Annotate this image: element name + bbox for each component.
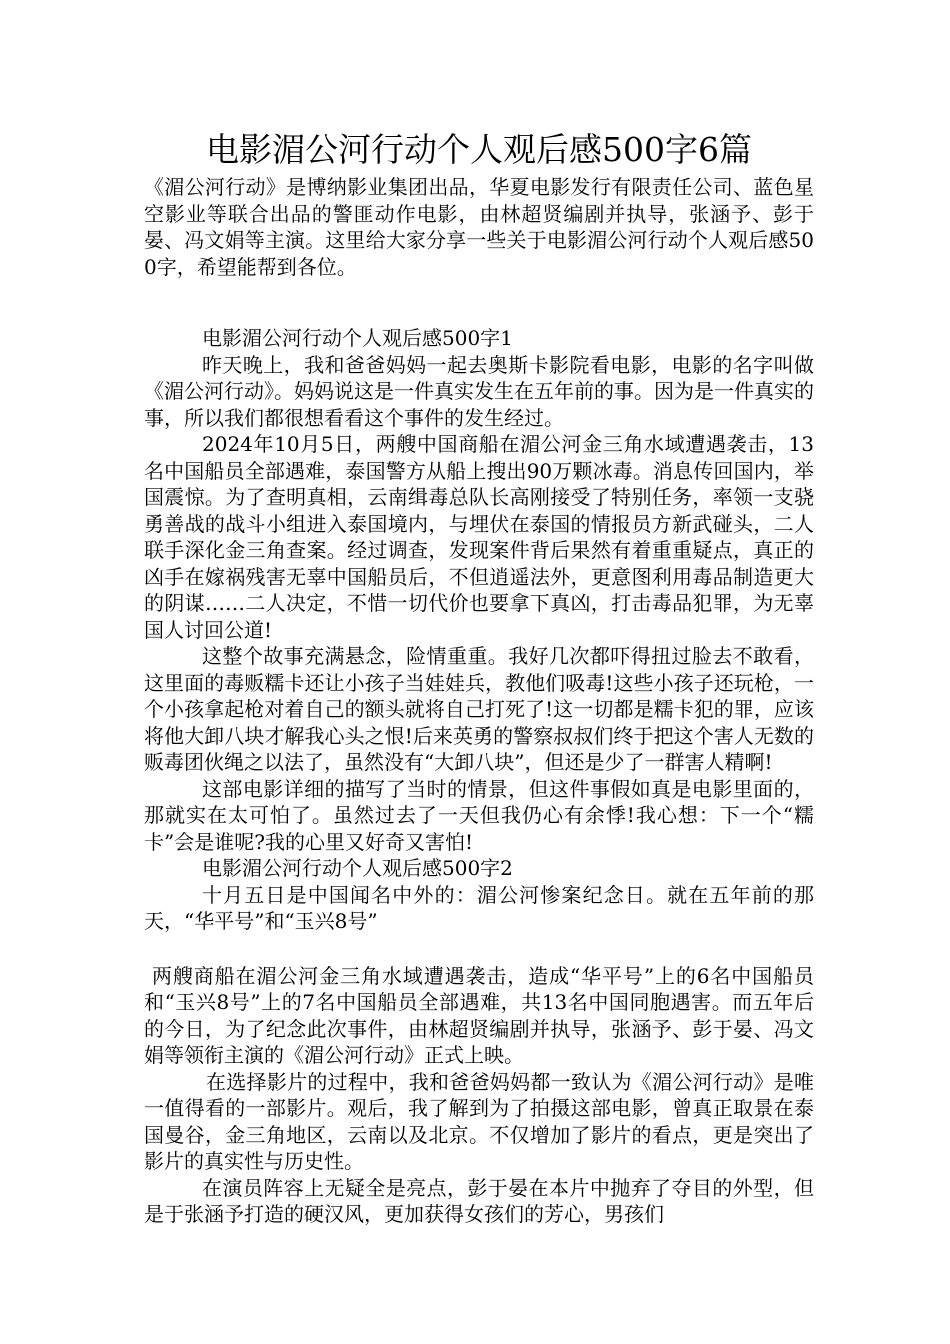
intro-paragraph: 《湄公河行动》是博纳影业集团出品，华夏电影发行有限责任公司、蓝色星空影业等联合出品的警匪动作电影，由林超贤编剧并执导，张涵予、彭于晏、冯文娟等主演。这里给大家分享一些关于电影湄公河行动个人观后感500字，希望能帮到各位。 — [144, 175, 814, 279]
section1-paragraph-3: 这整个故事充满悬念，险情重重。我好几次都吓得扭过脸去不敢看，这里面的毒贩糯卡还让小孩子当娃娃兵，教他们吸毒!这些小孩子还玩枪，一个小孩拿起枪对着自己的额头就将自己打死了!这一切都是糯卡犯的罪，应该将他大卸八块才解我心头之恨!后来英勇的警察叔叔们终于把这个害人无数的贩毒团伙绳之以法了，虽然没有“大卸八块”，但还是少了一群害人精啊! — [144, 644, 814, 774]
section2-paragraph-3: 在选择影片的过程中，我和爸爸妈妈都一致认为《湄公河行动》是唯一值得看的一部影片。观后，我了解到为了拍摄这部电影，曾真正取景在泰国曼谷，金三角地区，云南以及北京。不仅增加了影片的看点，更是突出了影片的真实性与历史性。 — [144, 1069, 814, 1173]
document-title: 电影湄公河行动个人观后感500字6篇 — [206, 130, 752, 169]
section2-paragraph-1: 十月五日是中国闻名中外的：湄公河惨案纪念日。就在五年前的那天，“华平号”和“玉兴8号” — [144, 882, 814, 933]
section-heading-1: 电影湄公河行动个人观后感500字1 — [202, 326, 513, 350]
section1-paragraph-4: 这部电影详细的描写了当时的情景，但这件事假如真是电影里面的，那就实在太可怕了。虽然过去了一天但我仍心有余悸!我心想：下一个“糯卡”会是谁呢?我的心里又好奇又害怕! — [144, 776, 814, 854]
document-page — [144, 128, 814, 1228]
section1-paragraph-1: 昨天晚上，我和爸爸妈妈一起去奥斯卡影院看电影，电影的名字叫做《湄公河行动》。妈妈说这是一件真实发生在五年前的事。因为是一件真实的事，所以我们都很想看看这个事件的发生经过。 — [144, 352, 814, 430]
section2-paragraph-2: 两艘商船在湄公河金三角水域遭遇袭击，造成“华平号”上的6名中国船员和“玉兴8号”上的7名中国船员全部遇难，共13名中国同胞遇害。而五年后的今日，为了纪念此次事件，由林超贤编剧并执导，张涵予、彭于晏、冯文娟等领衔主演的《湄公河行动》正式上映。 — [144, 963, 814, 1067]
section1-paragraph-2: 2024年10月5日，两艘中国商船在湄公河金三角水域遭遇袭击，13名中国船员全部遇难，泰国警方从船上搜出90万颗冰毒。消息传回国内，举国震惊。为了查明真相，云南缉毒总队长高刚接受了特别任务，率领一支骁勇善战的战斗小组进入泰国境内，与埋伏在泰国的情报员方新武碰头，二人联手深化金三角查案。经过调查，发现案件背后果然有着重重疑点，真正的凶手在嫁祸残害无辜中国船员后，不但逍遥法外，更意图利用毒品制造更大的阴谋……二人决定，不惜一切代价也要拿下真凶，打击毒品犯罪，为无辜国人讨回公道! — [144, 432, 814, 642]
section2-paragraph-4: 在演员阵容上无疑全是亮点，彭于晏在本片中抛弃了夺目的外型，但是于张涵予打造的硬汉风，更加获得女孩们的芳心，男孩们 — [144, 1175, 814, 1226]
section-heading-2: 电影湄公河行动个人观后感500字2 — [202, 856, 513, 880]
